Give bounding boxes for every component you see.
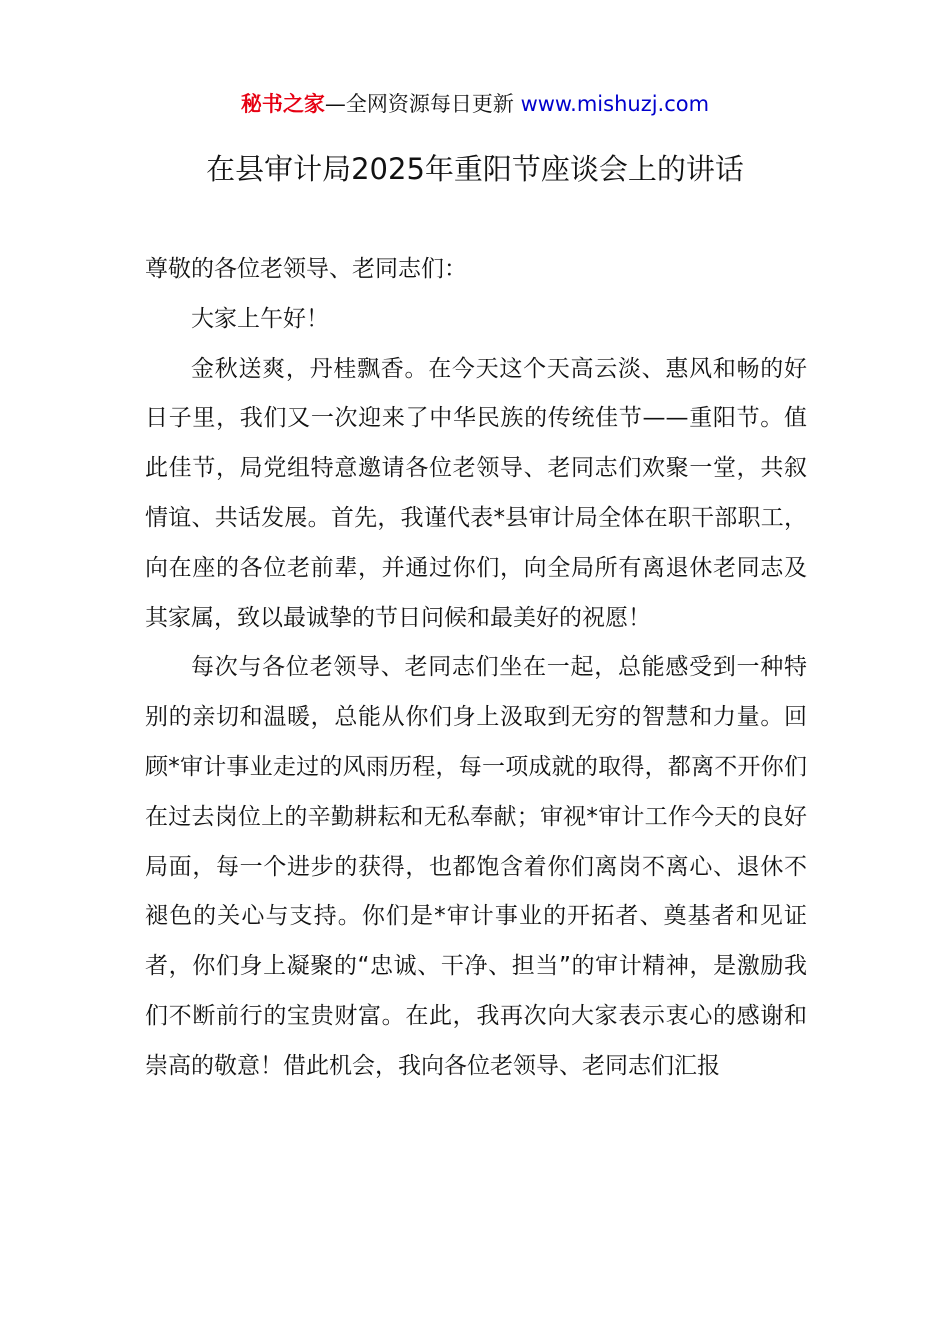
document-body: [145, 245, 807, 1092]
document-title: 在县审计局2025年重阳节座谈会上的讲话: [206, 152, 744, 186]
paragraph-greeting: 大家上午好！: [191, 305, 329, 332]
site-url-link[interactable]: www.mishuzj.com: [520, 92, 710, 116]
paragraph-appreciation: 每次与各位老领导、老同志们坐在一起，总能感受到一种特别的亲切和温暖，总能从你们身上汲取到无穷的智慧和力量。回顾*审计事业走过的风雨历程，每一项成就的取得，都离不开你们在过去岗位上的辛勤耕耘和无私奉献；审视*审计工作今天的良好局面，每一个进步的获得，也都饱含着你们离岗不离心、退休不褪色的关心与支持。你们是*审计事业的开拓者、奠基者和见证者，你们身上凝聚的“忠诚、干净、担当”的审计精神，是激励我们不断前行的宝贵财富。在此，我再次向大家表示衷心的感谢和崇高的敬意！借此机会，我向各位老领导、老同志们汇报: [145, 654, 807, 1079]
salutation: 尊敬的各位老领导、老同志们：: [145, 256, 467, 282]
site-header: [0, 88, 950, 120]
header-tagline: —全网资源每日更新: [324, 92, 514, 116]
brand-name: 秘书之家: [240, 92, 325, 116]
paragraph-festival-greeting: 金秋送爽，丹桂飘香。在今天这个天高云淡、惠风和畅的好日子里，我们又一次迎来了中华民族的传统佳节——重阳节。值此佳节，局党组特意邀请各位老领导、老同志们欢聚一堂，共叙情谊、共话发展。首先，我谨代表*县审计局全体在职干部职工，向在座的各位老前辈，并通过你们，向全局所有离退休老同志及其家属，致以最诚挚的节日问候和最美好的祝愿！: [145, 355, 807, 631]
